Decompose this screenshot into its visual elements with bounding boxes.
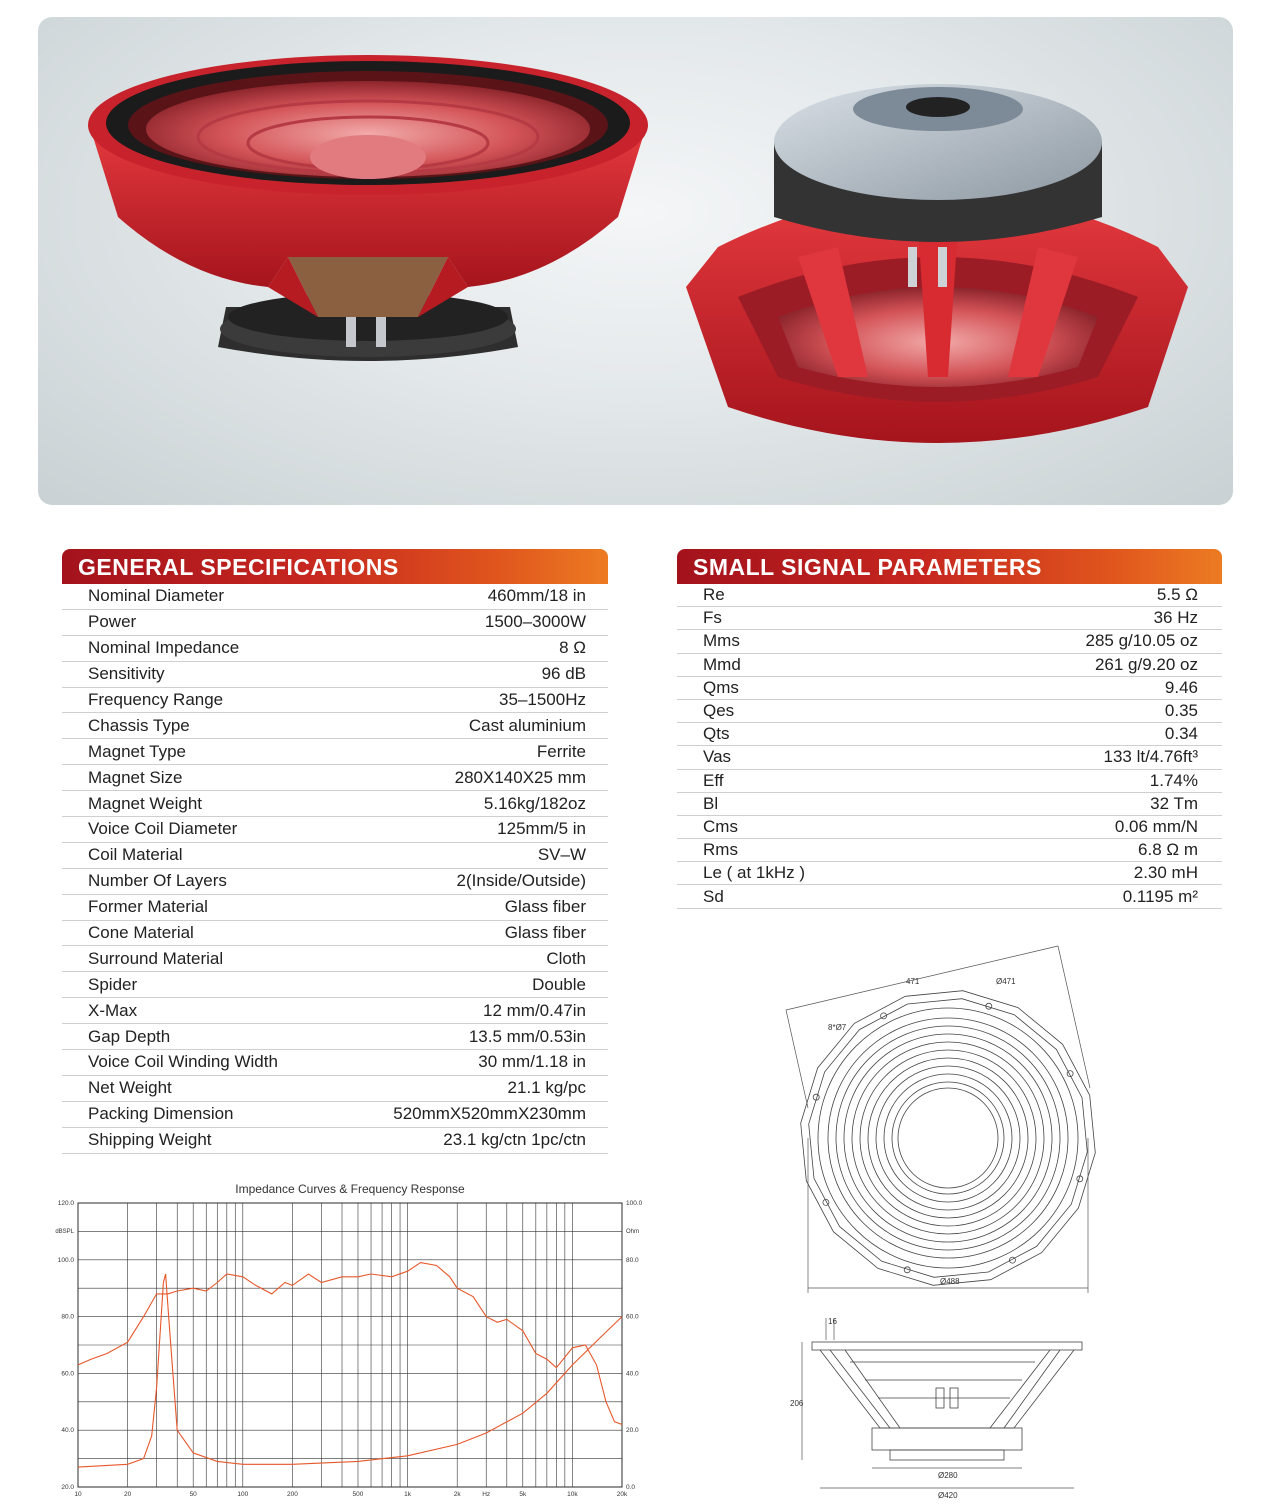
dim-base: Ø420 bbox=[938, 1491, 958, 1500]
frame-outline bbox=[809, 999, 1088, 1278]
spec-value: 2.30 mH bbox=[1133, 863, 1198, 883]
spec-value: 96 dB bbox=[541, 664, 586, 684]
spec-value: 280X140X25 mm bbox=[454, 767, 586, 787]
y-left-tick-label: 80.0 bbox=[61, 1313, 74, 1321]
spec-value: Cloth bbox=[546, 948, 586, 968]
general-specifications-rows bbox=[62, 584, 608, 1154]
dim-height: 206 bbox=[790, 1399, 804, 1408]
impedance-frequency-chart bbox=[40, 1175, 643, 1500]
dim-magnet: Ø280 bbox=[938, 1471, 958, 1480]
spec-row bbox=[62, 1128, 608, 1154]
spec-label: Nominal Impedance bbox=[88, 638, 240, 658]
spec-row bbox=[62, 688, 608, 714]
x-tick-label: 100 bbox=[237, 1491, 249, 1498]
spec-row bbox=[62, 843, 608, 869]
spec-label: Coil Material bbox=[88, 845, 183, 865]
spec-value: Glass fiber bbox=[504, 897, 586, 917]
spec-label: Nominal Diameter bbox=[88, 586, 225, 606]
spec-row bbox=[62, 662, 608, 688]
spec-label: Net Weight bbox=[88, 1078, 172, 1098]
general-specifications-title: GENERAL SPECIFICATIONS bbox=[62, 549, 608, 584]
spec-label: Magnet Type bbox=[88, 741, 186, 761]
spec-value: 1500–3000W bbox=[484, 612, 586, 632]
cone-ring bbox=[828, 1018, 1068, 1258]
spec-row bbox=[62, 584, 608, 610]
y-right-tick-label: 60.0 bbox=[626, 1313, 639, 1321]
spec-row bbox=[677, 584, 1222, 607]
cone-ring bbox=[818, 1008, 1078, 1268]
front-view-drawing bbox=[778, 938, 1118, 1293]
y-right-tick-label: 100.0 bbox=[626, 1200, 643, 1207]
spec-row bbox=[62, 817, 608, 843]
x-tick-label: 50 bbox=[189, 1491, 197, 1498]
cone-ring bbox=[892, 1082, 1004, 1194]
spec-label: X-Max bbox=[88, 1000, 138, 1020]
general-specifications-table bbox=[62, 549, 608, 1154]
spec-row bbox=[677, 607, 1222, 630]
spec-label: Chassis Type bbox=[88, 715, 190, 735]
y-left-tick-label: 20.0 bbox=[61, 1484, 74, 1491]
spec-row bbox=[677, 816, 1222, 839]
y-left-axis-label: dBSPL bbox=[55, 1229, 74, 1235]
x-tick-label: 10 bbox=[74, 1491, 82, 1498]
spec-value: Cast aluminium bbox=[468, 715, 586, 735]
dim-bottom: Ø488 bbox=[940, 1277, 960, 1286]
spec-value: 13.5 mm/0.53in bbox=[468, 1026, 586, 1046]
cone-ring bbox=[898, 1088, 998, 1188]
spec-row bbox=[62, 869, 608, 895]
spec-value: 21.1 kg/pc bbox=[507, 1078, 586, 1098]
spec-row bbox=[62, 895, 608, 921]
spec-row bbox=[62, 791, 608, 817]
spec-row bbox=[62, 610, 608, 636]
spec-label: Mms bbox=[703, 631, 740, 651]
spec-row bbox=[62, 1102, 608, 1128]
x-tick-label: 5k bbox=[519, 1491, 527, 1498]
spec-label: Magnet Size bbox=[88, 767, 183, 787]
x-tick-label: 10k bbox=[567, 1491, 578, 1498]
x-tick-label: 200 bbox=[286, 1491, 298, 1498]
spec-label: Sd bbox=[703, 886, 724, 906]
x-tick-label: 1k bbox=[404, 1491, 412, 1498]
spec-row bbox=[62, 739, 608, 765]
spec-value: 5.16kg/182oz bbox=[483, 793, 586, 813]
spec-row bbox=[677, 677, 1222, 700]
spec-row bbox=[677, 770, 1222, 793]
spec-label: Surround Material bbox=[88, 948, 224, 968]
spec-row bbox=[62, 1076, 608, 1102]
spec-row bbox=[62, 946, 608, 972]
spec-label: Packing Dimension bbox=[88, 1104, 234, 1124]
spec-label: Le ( at 1kHz ) bbox=[703, 863, 806, 883]
product-photo-panel bbox=[38, 17, 1233, 505]
spec-value: Double bbox=[532, 974, 586, 994]
spec-label: Re bbox=[703, 585, 725, 605]
spec-value: 32 Tm bbox=[1150, 793, 1198, 813]
spec-label: Fs bbox=[703, 608, 722, 628]
spec-value: 460mm/18 in bbox=[487, 586, 586, 606]
small-signal-parameters-title: SMALL SIGNAL PARAMETERS bbox=[677, 549, 1222, 584]
spec-label: Voice Coil Diameter bbox=[88, 819, 238, 839]
spec-label: Former Material bbox=[88, 897, 208, 917]
spec-value: 0.35 bbox=[1164, 701, 1198, 721]
spec-label: Magnet Weight bbox=[88, 793, 203, 813]
spec-value: 1.74% bbox=[1149, 770, 1198, 790]
spec-row bbox=[677, 839, 1222, 862]
spec-row bbox=[677, 862, 1222, 885]
spec-row bbox=[677, 723, 1222, 746]
spec-value: Ferrite bbox=[536, 741, 586, 761]
y-left-tick-label: 120.0 bbox=[57, 1200, 74, 1207]
cone-ring bbox=[852, 1042, 1044, 1234]
spec-label: Mmd bbox=[703, 654, 741, 674]
spec-value: Glass fiber bbox=[504, 923, 586, 943]
spec-label: Voice Coil Winding Width bbox=[88, 1052, 278, 1072]
speaker-front-view-icon bbox=[88, 55, 648, 361]
spec-row bbox=[62, 636, 608, 662]
spec-row bbox=[62, 765, 608, 791]
spec-value: 261 g/9.20 oz bbox=[1094, 654, 1198, 674]
spec-label: Vas bbox=[703, 747, 732, 767]
spec-row bbox=[677, 746, 1222, 769]
spec-row bbox=[677, 885, 1222, 908]
spec-row bbox=[62, 1050, 608, 1076]
spec-value: 23.1 kg/ctn 1pc/ctn bbox=[443, 1130, 586, 1150]
spec-label: Spider bbox=[88, 974, 138, 994]
cone-ring bbox=[836, 1026, 1060, 1250]
y-left-tick-label: 60.0 bbox=[61, 1370, 74, 1378]
cone-ring bbox=[844, 1034, 1052, 1242]
y-right-tick-label: 40.0 bbox=[626, 1370, 639, 1378]
small-signal-parameters-rows bbox=[677, 584, 1222, 909]
spec-label: Qes bbox=[703, 701, 735, 721]
spec-value: 125mm/5 in bbox=[497, 819, 586, 839]
dim-top: 471 bbox=[906, 977, 920, 986]
y-left-tick-label: 40.0 bbox=[61, 1427, 74, 1435]
impedance-curve-line bbox=[78, 1274, 622, 1467]
spec-label: Power bbox=[88, 612, 137, 632]
cone-ring bbox=[860, 1050, 1036, 1226]
spec-value: 12 mm/0.47in bbox=[483, 1000, 586, 1020]
dim-holes: 8*Ø7 bbox=[828, 1023, 847, 1032]
spec-label: Sensitivity bbox=[88, 664, 165, 684]
spec-value: 285 g/10.05 oz bbox=[1085, 631, 1198, 651]
spec-label: Bl bbox=[703, 793, 719, 813]
spec-row bbox=[62, 998, 608, 1024]
spec-label: Number Of Layers bbox=[88, 871, 227, 891]
spec-row bbox=[677, 793, 1222, 816]
spec-value: 36 Hz bbox=[1153, 608, 1198, 628]
side-view-drawing bbox=[790, 1310, 1100, 1500]
y-right-tick-label: 80.0 bbox=[626, 1256, 639, 1264]
small-signal-parameters-table bbox=[677, 549, 1222, 909]
spec-label: Shipping Weight bbox=[88, 1130, 212, 1150]
spec-row bbox=[677, 630, 1222, 653]
spec-label: Gap Depth bbox=[88, 1026, 171, 1046]
spec-value: 520mmX520mmX230mm bbox=[393, 1104, 586, 1124]
spec-value: 9.46 bbox=[1164, 677, 1198, 697]
cone-ring bbox=[884, 1074, 1012, 1202]
x-tick-label: Hz bbox=[482, 1491, 491, 1498]
chart-title: Impedance Curves & Frequency Response bbox=[235, 1182, 465, 1196]
spec-label: Frequency Range bbox=[88, 690, 224, 709]
frame-outline bbox=[801, 991, 1096, 1286]
spec-value: 5.5 Ω bbox=[1156, 585, 1198, 605]
cone-ring bbox=[876, 1066, 1020, 1210]
spec-row bbox=[677, 700, 1222, 723]
side-drawing-svg bbox=[790, 1310, 1100, 1500]
dim-top-right: Ø471 bbox=[996, 977, 1016, 986]
x-tick-label: 20 bbox=[123, 1491, 132, 1498]
spec-value: 2(Inside/Outside) bbox=[456, 871, 586, 891]
x-tick-label: 20k bbox=[616, 1491, 628, 1498]
spec-value: SV–W bbox=[537, 845, 586, 865]
spec-row bbox=[62, 713, 608, 739]
speaker-photos bbox=[38, 17, 1233, 505]
x-tick-label: 2k bbox=[453, 1491, 461, 1498]
chart-svg bbox=[40, 1175, 643, 1500]
spec-value: 0.06 mm/N bbox=[1114, 816, 1198, 836]
spec-value: 8 Ω bbox=[559, 638, 586, 658]
y-left-tick-label: 100.0 bbox=[57, 1256, 74, 1264]
spec-value: 133 lt/4.76ft³ bbox=[1103, 747, 1198, 767]
spec-value: 0.1195 m² bbox=[1122, 886, 1198, 906]
y-right-axis-label: Ohm bbox=[626, 1229, 640, 1235]
dim-flange: 16 bbox=[828, 1317, 837, 1326]
spec-label: Eff bbox=[703, 770, 724, 790]
spec-label: Qms bbox=[703, 677, 739, 697]
spec-label: Cone Material bbox=[88, 923, 194, 943]
spec-value: 30 mm/1.18 in bbox=[478, 1052, 586, 1072]
spec-row bbox=[62, 972, 608, 998]
speaker-rear-view-icon bbox=[686, 84, 1188, 443]
spec-row bbox=[62, 921, 608, 947]
spec-value: 6.8 Ω m bbox=[1138, 840, 1198, 860]
y-right-tick-label: 20.0 bbox=[626, 1427, 639, 1435]
front-drawing-svg bbox=[778, 938, 1118, 1293]
spec-row bbox=[677, 654, 1222, 677]
spec-value: 35–1500Hz bbox=[499, 690, 586, 709]
spec-label: Cms bbox=[703, 816, 738, 836]
x-tick-label: 500 bbox=[352, 1491, 364, 1498]
y-right-tick-label: 0.0 bbox=[626, 1484, 636, 1491]
spec-label: Qts bbox=[703, 724, 730, 744]
spec-row bbox=[62, 1024, 608, 1050]
spec-label: Rms bbox=[703, 840, 738, 860]
spec-value: 0.34 bbox=[1164, 724, 1198, 744]
